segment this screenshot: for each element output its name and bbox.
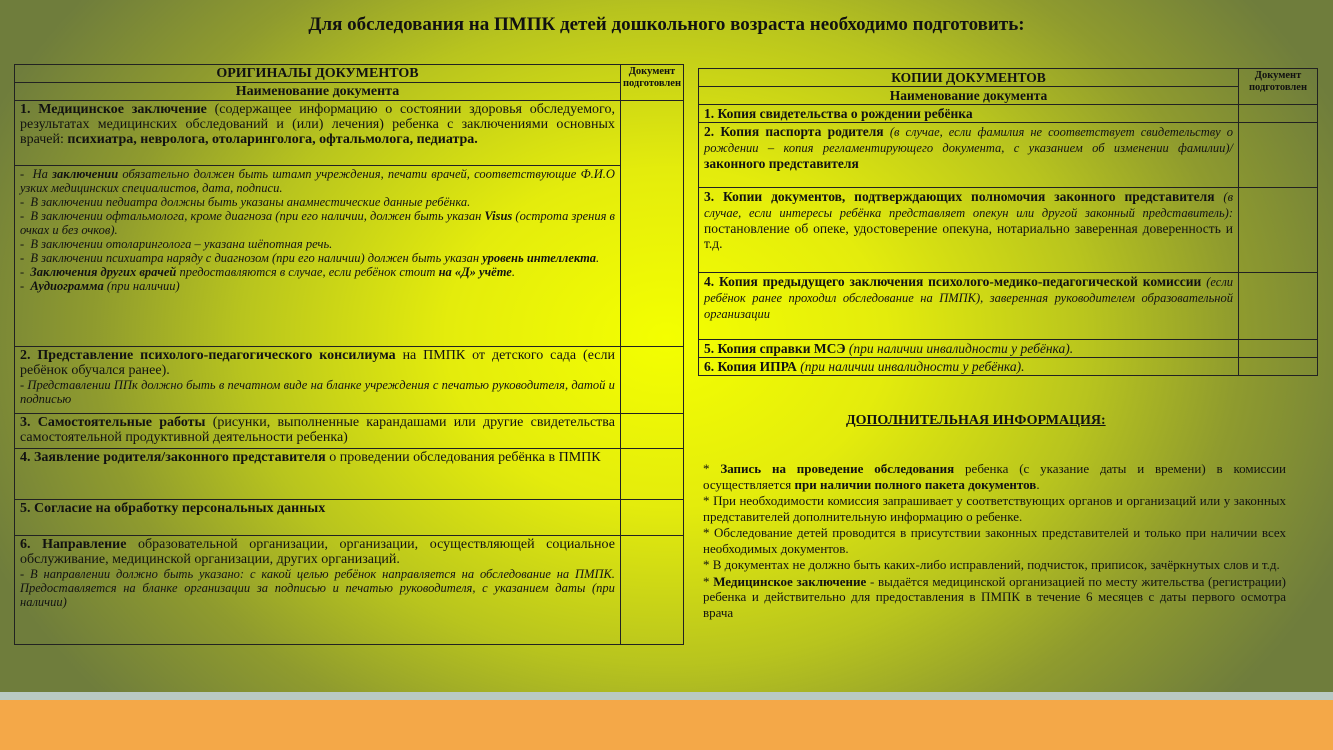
table-row: - На заключении обязательно должен быть штамп учреждения, печати врачей, соответствующие Ф.И.О узких медицинских специалистов, дата, подписи. - В заключении педиатра должны быть указаны анамнестические данные ребёнка. - В заключении офтальмолога, кроме диагноза (при его наличии, должен быть указан Visus (острота зрения в очках и без очков). - В заключении отоларинголога – указана шёпотная речь. - В заключении психиатра наряду с диагнозом (при его наличии) должен быть указан уровень интеллекта. - Заключения других врачей предоставляются в случае, если ребёнок стоит на «Д» учёте. - Аудиограмма (при наличии): [15, 166, 684, 347]
checkbox-cell[interactable]: [1239, 340, 1318, 358]
item-bold: Медицинское заключение: [38, 102, 207, 117]
originals-subheader: Наименование документа: [15, 83, 621, 101]
originals-header: ОРИГИНАЛЫ ДОКУМЕНТОВ: [15, 65, 621, 83]
table-row: 1. Копия свидетельства о рождении ребёнка: [699, 105, 1318, 123]
originals-header-row: [15, 65, 684, 83]
copies-header: КОПИИ ДОКУМЕНТОВ: [699, 69, 1239, 87]
checkbox-cell[interactable]: [620, 449, 683, 500]
table-row: 3. Копии документов, подтверждающих полномочия законного представителя (в случае, если интересы ребёнка представляет опекун или другой законный представитель): постановление об опеке, удостоверение опекуна, нотариально заверенная доверенность и т.д.: [699, 188, 1318, 273]
table-row: 4. Заявление родителя/законного представителя о проведении обследования ребёнка в ПМПК: [15, 449, 684, 500]
list-item: * В документах не должно быть каких-либо исправлений, подчисток, приписок, зачёркнутых слов и т.д.: [703, 557, 1280, 572]
divider: [0, 692, 1333, 700]
list-item: * Запись на проведение обследования ребенка (с указание даты и времени) в комиссии осуществляется при наличии полного пакета документов.: [703, 461, 1287, 492]
checkbox-cell[interactable]: [1239, 123, 1318, 188]
checkbox-cell[interactable]: [1239, 358, 1318, 376]
table-row: 3. Самостоятельные работы (рисунки, выполненные карандашами или другие свидетельства самостоятельной продуктивной деятельности ребенка): [15, 414, 684, 449]
table-row: 1. Медицинское заключение (содержащее информацию о состоянии здоровья обследуемого, результатах медицинских обследований и (или) лечения) ребенка с заключениями основных врачей: психиатра, невролога, отоларинголога, офтальмолога, педиатра.: [15, 101, 684, 166]
table-row: 4. Копия предыдущего заключения психолого-медико-педагогической комиссии (если ребёнок ранее проходил обследование на ПМПК), заверенная руководителем образовательной организации: [699, 273, 1318, 340]
table-row: 2. Представление психолого-педагогического консилиума на ПМПК от детского сада (если ребёнок обучался ранее). - Представлении ППк должно быть в печатном виде на бланке учреждения с печатью руководителя, датой и подписью: [15, 347, 684, 414]
table-row: 2. Копия паспорта родителя (в случае, если фамилия не соответствует свидетельству о рождении – копия регламентирующего документа, с указанием об изменении фамилии)/законного представителя: [699, 123, 1318, 188]
checkbox-cell[interactable]: [620, 101, 683, 347]
originals-prepared-header: Документ подготовлен: [620, 65, 683, 101]
additional-info-list: [703, 461, 1286, 621]
checkbox-cell[interactable]: [620, 347, 683, 414]
bottom-bar: [0, 700, 1333, 750]
checkbox-cell[interactable]: [620, 536, 683, 645]
page-title: Для обследования на ПМПК детей дошкольного возраста необходимо подготовить:: [308, 14, 1025, 35]
table-row: 5. Копия справки МСЭ (при наличии инвалидности у ребёнка).: [699, 340, 1318, 358]
checkbox-cell[interactable]: [1239, 188, 1318, 273]
checkbox-cell[interactable]: [1239, 105, 1318, 123]
originals-table: [14, 64, 684, 645]
list-item: * При необходимости комиссия запрашивает у соответствующих органов и организаций или у законных представителей дополнительную информацию о ребенке.: [703, 493, 1287, 524]
copies-prepared-header: Документ подготовлен: [1239, 69, 1318, 105]
checkbox-cell[interactable]: [1239, 273, 1318, 340]
copies-subheader: Наименование документа: [699, 87, 1239, 105]
additional-info-title: ДОПОЛНИТЕЛЬНАЯ ИНФОРМАЦИЯ:: [846, 413, 1106, 428]
list-item: * Медицинское заключение - выдаётся медицинской организацией по месту жительства (регистрации) ребенка и действительно для предоставления в ПМПК в течение 6 месяцев с даты первого осмотра врача: [703, 573, 1287, 620]
table-row: 6. Направление образовательной организации, организации, осуществляющей социальное обслуживание, медицинской организации, других организаций. - В направлении должно быть указано: с какой целью ребёнок направляется на обследование на ПМПК. Предоставляется на бланке организации за подписью и печатью руководителя, с указанием даты (при наличии): [15, 536, 684, 645]
table-row: 5. Согласие на обработку персональных данных: [15, 500, 684, 536]
list-item: * Обследование детей проводится в присутствии законных представителей и только при наличии всех необходимых документов.: [703, 525, 1287, 556]
checkbox-cell[interactable]: [620, 414, 683, 449]
copies-table: [698, 68, 1318, 376]
table-row: 6. Копия ИПРА (при наличии инвалидности у ребёнка).: [699, 358, 1318, 376]
checkbox-cell[interactable]: [620, 500, 683, 536]
